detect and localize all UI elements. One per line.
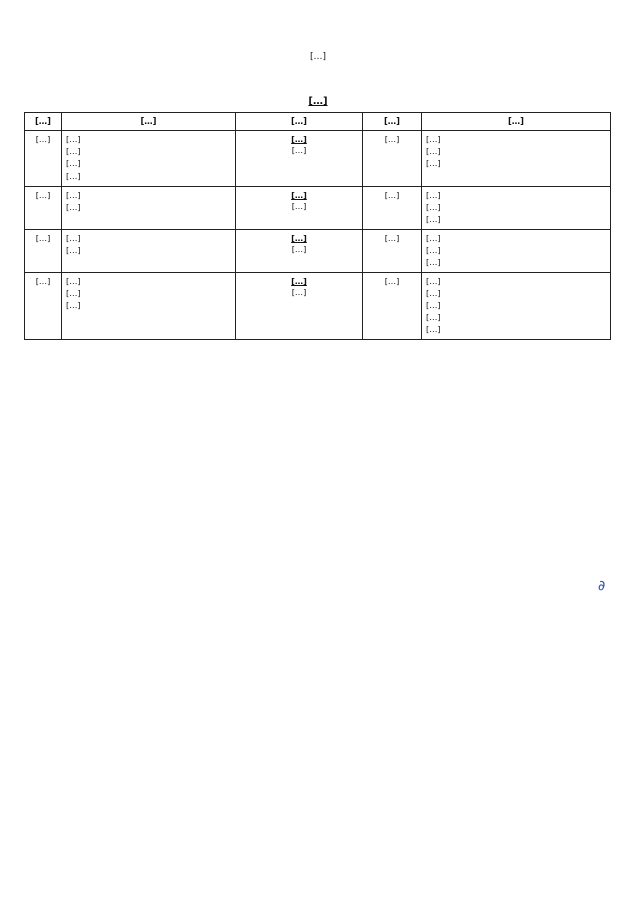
col-header-scope: […] — [422, 113, 611, 131]
qualification-item: […] — [66, 134, 81, 145]
qualification-list — [66, 190, 231, 213]
scope-item: […] — [426, 288, 441, 299]
qualification-item: […] — [66, 275, 81, 286]
scope-item: […] — [426, 324, 441, 335]
col-header-unit: […] — [236, 113, 363, 131]
qualification-item: […] — [66, 300, 81, 311]
qualification-item: […] — [66, 201, 81, 212]
page-number: […] — [309, 52, 327, 62]
unit-cell — [236, 186, 363, 229]
applicant-count: […] — [363, 229, 422, 272]
scope-item: […] — [426, 134, 441, 145]
qualification-item: […] — [66, 146, 81, 157]
row-number: […] — [25, 131, 62, 186]
scope-list — [426, 276, 606, 335]
qualification-list — [66, 233, 231, 256]
qualification-item: […] — [66, 170, 81, 181]
scope-item: […] — [426, 189, 441, 200]
qualification-item: […] — [66, 189, 81, 200]
table-row — [25, 186, 611, 229]
unit-name: […] — [291, 232, 307, 243]
scope-item: […] — [426, 244, 441, 255]
table-header-row — [25, 113, 611, 131]
qualification-item: […] — [66, 244, 81, 255]
unit-name: […] — [291, 134, 307, 145]
applicant-count: […] — [363, 186, 422, 229]
scope-item: […] — [426, 232, 441, 243]
unit-cell — [236, 229, 363, 272]
scope-item: […] — [426, 158, 441, 169]
unit-cell — [236, 131, 363, 186]
scope-item: […] — [426, 146, 441, 157]
table-row — [25, 272, 611, 339]
scope-item: […] — [426, 300, 441, 311]
table-row — [25, 229, 611, 272]
applicant-count: […] — [363, 131, 422, 186]
qualification-item: […] — [66, 232, 81, 243]
col-header-count: […] — [363, 113, 422, 131]
scope-list — [426, 190, 606, 225]
qualification-cell — [62, 131, 236, 186]
scope-item: […] — [426, 312, 441, 323]
qualification-cell — [62, 272, 236, 339]
scope-cell — [422, 131, 611, 186]
scope-cell — [422, 272, 611, 339]
scope-cell — [422, 186, 611, 229]
unit-location: […] — [291, 287, 307, 298]
unit-location: […] — [291, 145, 307, 156]
row-number: […] — [25, 186, 62, 229]
handwritten-mark: ∂ — [598, 578, 606, 594]
scope-item: […] — [426, 256, 441, 267]
positions-table — [24, 112, 611, 340]
scope-list — [426, 134, 606, 169]
scope-list — [426, 233, 606, 268]
section-heading: […] — [308, 96, 328, 107]
qualification-item: […] — [66, 288, 81, 299]
unit-name: […] — [291, 189, 307, 200]
qualification-list — [66, 276, 231, 311]
col-header-qualification: […] — [62, 113, 236, 131]
scope-item: […] — [426, 201, 441, 212]
unit-location: […] — [291, 243, 307, 254]
scope-item: […] — [426, 213, 441, 224]
unit-name: […] — [291, 275, 307, 286]
unit-cell — [236, 272, 363, 339]
scope-cell — [422, 229, 611, 272]
table-row — [25, 131, 611, 186]
col-header-no: […] — [25, 113, 62, 131]
qualification-list — [66, 134, 231, 181]
row-number: […] — [25, 229, 62, 272]
qualification-cell — [62, 186, 236, 229]
scope-item: […] — [426, 275, 441, 286]
qualification-cell — [62, 229, 236, 272]
applicant-count: […] — [363, 272, 422, 339]
unit-location: […] — [291, 200, 307, 211]
qualification-item: […] — [66, 158, 81, 169]
row-number: […] — [25, 272, 62, 339]
